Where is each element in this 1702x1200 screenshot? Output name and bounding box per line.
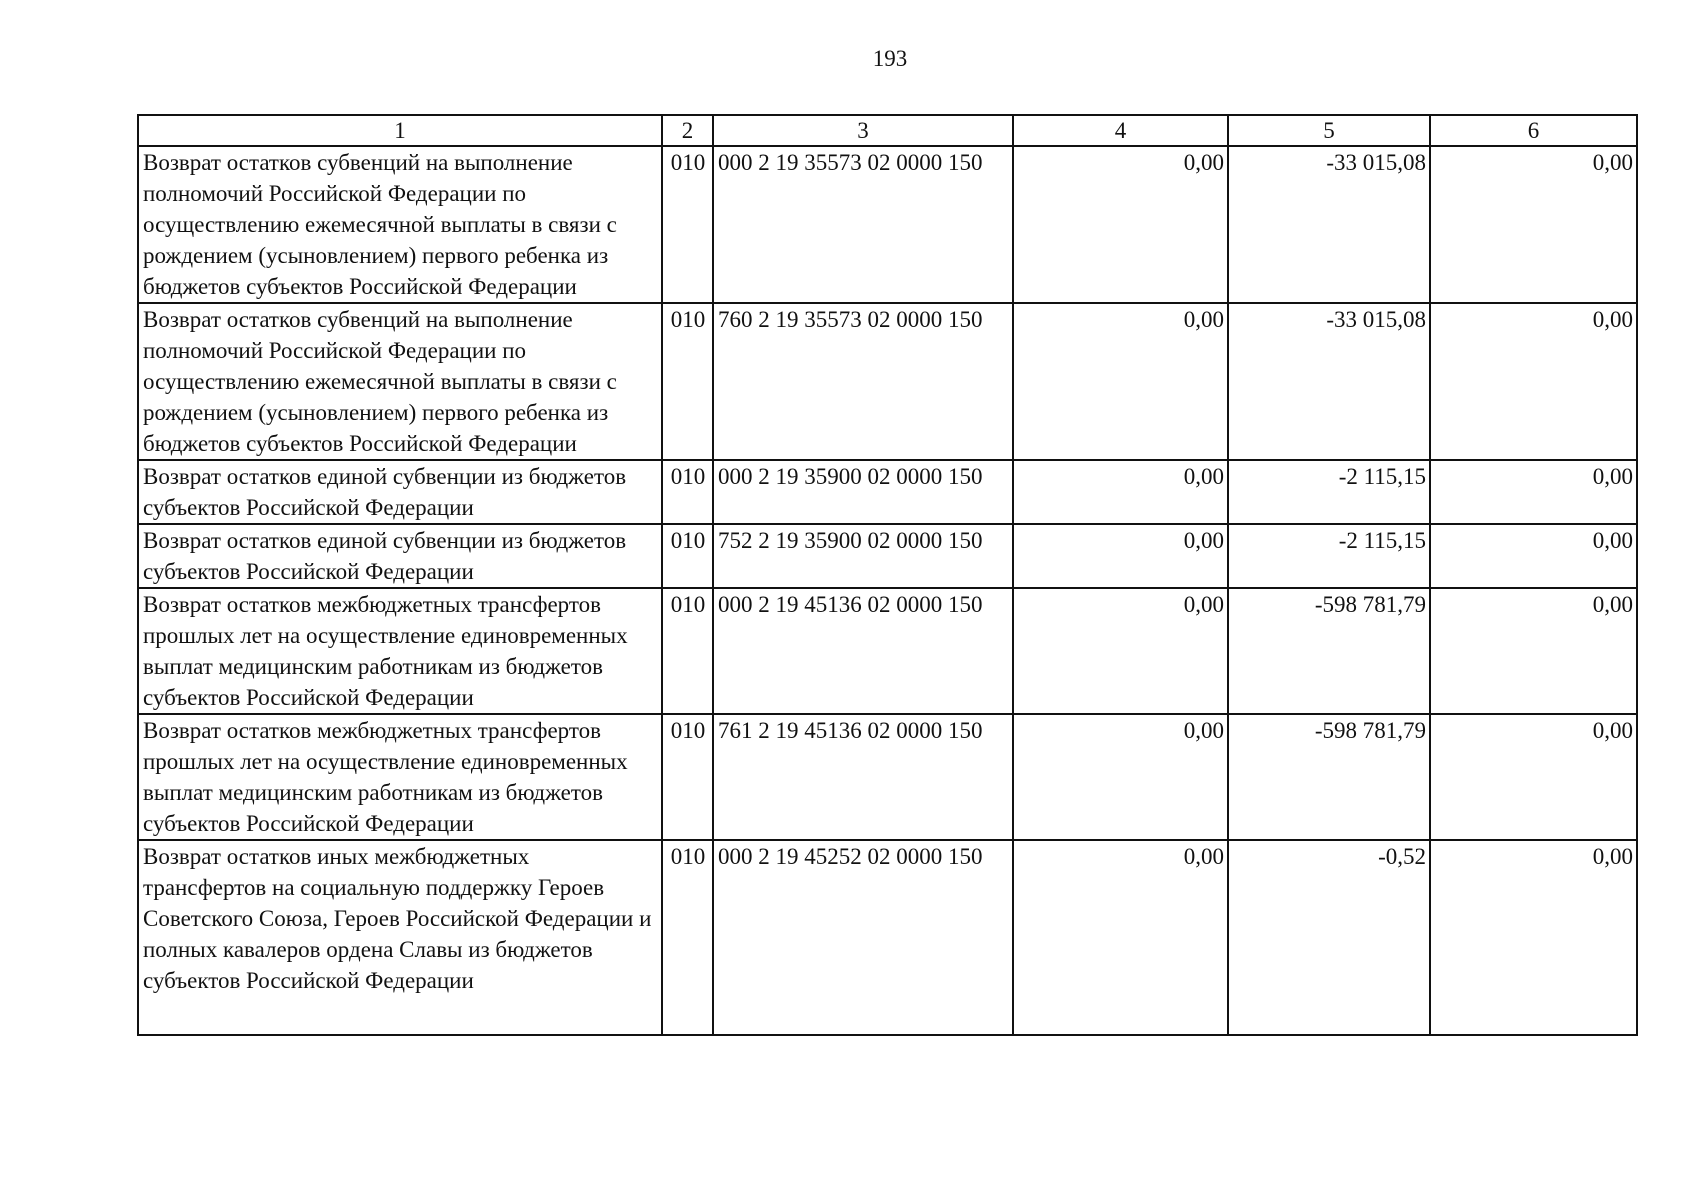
row-col4-value: 0,00 — [1013, 460, 1228, 524]
row-col4-value: 0,00 — [1013, 524, 1228, 588]
row-line-code: 010 — [662, 146, 713, 303]
table-row — [138, 460, 1637, 524]
table-row — [138, 588, 1637, 714]
table-row — [138, 840, 1637, 1035]
column-header-1: 1 — [138, 115, 662, 146]
row-budget-code: 000 2 19 45252 02 0000 150 — [713, 840, 1013, 1035]
row-description: Возврат остатков единой субвенции из бюджетов субъектов Российской Федерации — [138, 460, 662, 524]
row-line-code: 010 — [662, 840, 713, 1035]
row-line-code: 010 — [662, 588, 713, 714]
row-col4-value: 0,00 — [1013, 840, 1228, 1035]
row-col4-value: 0,00 — [1013, 303, 1228, 460]
row-description: Возврат остатков субвенций на выполнение полномочий Российской Федерации по осуществлению ежемесячной выплаты в связи с рождением (усыновлением) первого ребенка из бюджетов субъектов Российской Федерации — [138, 146, 662, 303]
row-description: Возврат остатков субвенций на выполнение полномочий Российской Федерации по осуществлению ежемесячной выплаты в связи с рождением (усыновлением) первого ребенка из бюджетов субъектов Российской Федерации — [138, 303, 662, 460]
row-col5-value: -598 781,79 — [1228, 714, 1430, 840]
page-number: 193 — [872, 46, 908, 71]
row-col5-value: -33 015,08 — [1228, 303, 1430, 460]
row-description: Возврат остатков единой субвенции из бюджетов субъектов Российской Федерации — [138, 524, 662, 588]
column-header-3: 3 — [713, 115, 1013, 146]
row-budget-code: 000 2 19 35573 02 0000 150 — [713, 146, 1013, 303]
table-row — [138, 714, 1637, 840]
row-col6-value: 0,00 — [1430, 303, 1637, 460]
row-col6-value: 0,00 — [1430, 524, 1637, 588]
table-row — [138, 146, 1637, 303]
row-budget-code: 760 2 19 35573 02 0000 150 — [713, 303, 1013, 460]
row-description: Возврат остатков межбюджетных трансфертов прошлых лет на осуществление единовременных выплат медицинским работникам из бюджетов субъектов Российской Федерации — [138, 588, 662, 714]
row-col5-value: -33 015,08 — [1228, 146, 1430, 303]
row-description: Возврат остатков межбюджетных трансфертов прошлых лет на осуществление единовременных выплат медицинским работникам из бюджетов субъектов Российской Федерации — [138, 714, 662, 840]
row-col4-value: 0,00 — [1013, 714, 1228, 840]
row-col4-value: 0,00 — [1013, 146, 1228, 303]
table-row — [138, 303, 1637, 460]
row-col6-value: 0,00 — [1430, 840, 1637, 1035]
column-header-6: 6 — [1430, 115, 1637, 146]
row-col5-value: -0,52 — [1228, 840, 1430, 1035]
table-header-row — [138, 115, 1637, 146]
column-header-2: 2 — [662, 115, 713, 146]
row-col6-value: 0,00 — [1430, 146, 1637, 303]
row-budget-code: 752 2 19 35900 02 0000 150 — [713, 524, 1013, 588]
row-line-code: 010 — [662, 460, 713, 524]
row-line-code: 010 — [662, 524, 713, 588]
row-description: Возврат остатков иных межбюджетных трансфертов на социальную поддержку Героев Советского Союза, Героев Российской Федерации и полных кавалеров ордена Славы из бюджетов субъектов Российской Федерации — [138, 840, 662, 1035]
row-line-code: 010 — [662, 303, 713, 460]
table-row — [138, 524, 1637, 588]
row-col5-value: -2 115,15 — [1228, 460, 1430, 524]
row-budget-code: 761 2 19 45136 02 0000 150 — [713, 714, 1013, 840]
row-col6-value: 0,00 — [1430, 460, 1637, 524]
row-col5-value: -598 781,79 — [1228, 588, 1430, 714]
row-line-code: 010 — [662, 714, 713, 840]
row-budget-code: 000 2 19 35900 02 0000 150 — [713, 460, 1013, 524]
budget-table — [137, 114, 1638, 1036]
row-col5-value: -2 115,15 — [1228, 524, 1430, 588]
row-col6-value: 0,00 — [1430, 588, 1637, 714]
column-header-4: 4 — [1013, 115, 1228, 146]
column-header-5: 5 — [1228, 115, 1430, 146]
row-col4-value: 0,00 — [1013, 588, 1228, 714]
row-budget-code: 000 2 19 45136 02 0000 150 — [713, 588, 1013, 714]
row-col6-value: 0,00 — [1430, 714, 1637, 840]
